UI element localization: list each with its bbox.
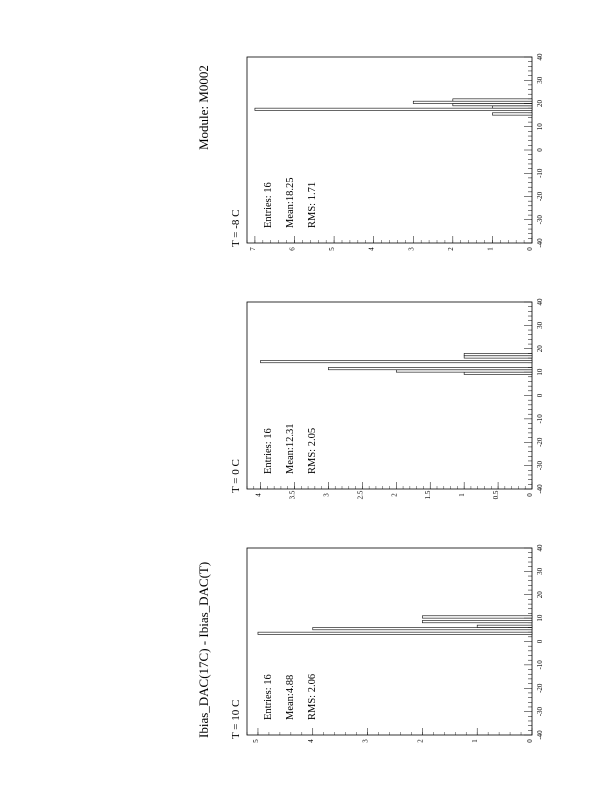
panel-3-ytick-label: 6 xyxy=(288,247,297,251)
panel-2-ytick-label: 0.5 xyxy=(492,490,501,500)
histogram-1 xyxy=(230,544,544,743)
panel-1-ytick-label: 5 xyxy=(251,739,260,743)
panel-1-xtick-label: -20 xyxy=(536,683,544,693)
panel-3-ytick-label: 5 xyxy=(328,247,337,251)
panel-3-bar-2 xyxy=(255,108,532,110)
panel-2-xtick-label: 0 xyxy=(536,393,544,398)
panel-1-bar-2 xyxy=(313,627,532,629)
histogram-2 xyxy=(230,298,544,499)
panel-2-ytick-label: 1.5 xyxy=(424,490,433,500)
panel-3-xtick-label: 30 xyxy=(536,76,544,84)
panel-1-bar-1 xyxy=(258,632,532,634)
panel-3-xtick-label: -40 xyxy=(536,238,544,248)
panel-3-ytick-label: 4 xyxy=(367,247,376,251)
panel-1-xtick-label: 30 xyxy=(536,567,544,575)
panel-3-bar-5 xyxy=(413,101,532,103)
panel-2-bar-1 xyxy=(464,372,532,374)
panel-1-ytick-label: 3 xyxy=(361,739,370,743)
panel-2-xtick-label: 20 xyxy=(536,345,544,353)
panel-3-stat-rms: RMS: 1.71 xyxy=(307,181,318,228)
panel-2-temperature-label: T = 0 C xyxy=(230,459,242,493)
panel-2-ytick-label: 3 xyxy=(322,493,331,497)
panel-1-xtick-label: 0 xyxy=(536,639,544,644)
panel-1-xtick-label: -30 xyxy=(536,706,544,717)
panel-3-xtick-label: 0 xyxy=(536,148,544,152)
panel-2-bar-2 xyxy=(396,370,532,372)
panel-1-bar-4 xyxy=(422,620,532,622)
panel-1-xtick-label: 40 xyxy=(536,544,544,552)
panel-3-ytick-label: 2 xyxy=(446,247,455,251)
panel-3-ytick-label: 3 xyxy=(407,247,416,251)
panel-1-bar-5 xyxy=(422,616,532,618)
panel-3-xtick-label: -20 xyxy=(536,191,544,202)
page-title: Ibias_DAC(17C) - Ibias_DAC(T) xyxy=(196,561,211,738)
histogram-3 xyxy=(230,53,544,251)
panel-3-temperature-label: T = -8 C xyxy=(230,209,242,247)
panel-1-ytick-label: 4 xyxy=(306,739,315,743)
panel-3-bar-1 xyxy=(492,113,532,115)
panel-1-temperature-label: T = 10 C xyxy=(230,699,242,739)
panel-1-stat-entries: Entries: 16 xyxy=(263,674,274,720)
panel-2-ytick-label: 0 xyxy=(526,493,534,497)
panel-2-xtick-label: -40 xyxy=(536,484,544,494)
panel-3-bar-4 xyxy=(453,104,532,106)
panel-3-bar-6 xyxy=(453,99,532,101)
panel-2-xtick-label: -30 xyxy=(536,460,544,471)
panel-3-ytick-label: 1 xyxy=(486,247,495,251)
panel-1-ytick-label: 0 xyxy=(526,739,534,743)
panel-3-xtick-label: -30 xyxy=(536,215,544,225)
panel-3-xtick-label: 20 xyxy=(536,100,544,107)
panel-3-stat-entries: Entries: 16 xyxy=(263,182,274,228)
panel-2-bar-4 xyxy=(261,360,532,362)
panel-1-stat-rms: RMS: 2.06 xyxy=(307,673,318,720)
panel-1-xtick-label: 10 xyxy=(536,614,544,622)
panel-3-xtick-label: -10 xyxy=(536,168,544,178)
panel-3-bar-3 xyxy=(492,106,532,108)
panel-2-xtick-label: 40 xyxy=(536,298,544,306)
panel-2-xtick-label: -10 xyxy=(536,414,544,424)
panel-3-ytick-label: 0 xyxy=(526,247,534,251)
panel-2-bar-6 xyxy=(464,353,532,355)
panel-2-bar-3 xyxy=(328,367,532,369)
panel-2-stat-mean: Mean:12.31 xyxy=(285,423,296,474)
panel-2-ytick-label: 2.5 xyxy=(356,490,365,500)
panel-2-bar-5 xyxy=(464,356,532,358)
panel-1-xtick-label: -40 xyxy=(536,730,544,740)
panel-1-xtick-label: -10 xyxy=(536,660,544,670)
panel-1-ytick-label: 2 xyxy=(416,739,425,743)
panel-2-xtick-label: -20 xyxy=(536,437,544,447)
panel-1-bar-3 xyxy=(477,625,532,627)
panel-3-stat-mean: Mean:18.25 xyxy=(285,177,296,228)
histogram-panels xyxy=(230,53,544,743)
panel-1-ytick-label: 1 xyxy=(471,739,480,743)
panel-2-stat-entries: Entries: 16 xyxy=(263,428,274,474)
panel-2-ytick-label: 3.5 xyxy=(288,490,297,500)
panel-2-xtick-label: 30 xyxy=(536,321,544,329)
panel-2-ytick-label: 4 xyxy=(254,493,263,497)
panel-3-ytick-label: 7 xyxy=(248,247,257,251)
panel-2-ytick-label: 1 xyxy=(458,493,467,497)
panel-3-xtick-label: 10 xyxy=(536,123,544,131)
panel-1-xtick-label: 20 xyxy=(536,591,544,599)
module-label: Module: M0002 xyxy=(196,65,211,150)
panel-2-ytick-label: 2 xyxy=(390,493,399,497)
panel-3-xtick-label: 40 xyxy=(536,53,544,61)
panel-2-stat-rms: RMS: 2.05 xyxy=(307,427,318,474)
panel-1-stat-mean: Mean:4.88 xyxy=(285,674,296,720)
panel-2-xtick-label: 10 xyxy=(536,368,544,376)
